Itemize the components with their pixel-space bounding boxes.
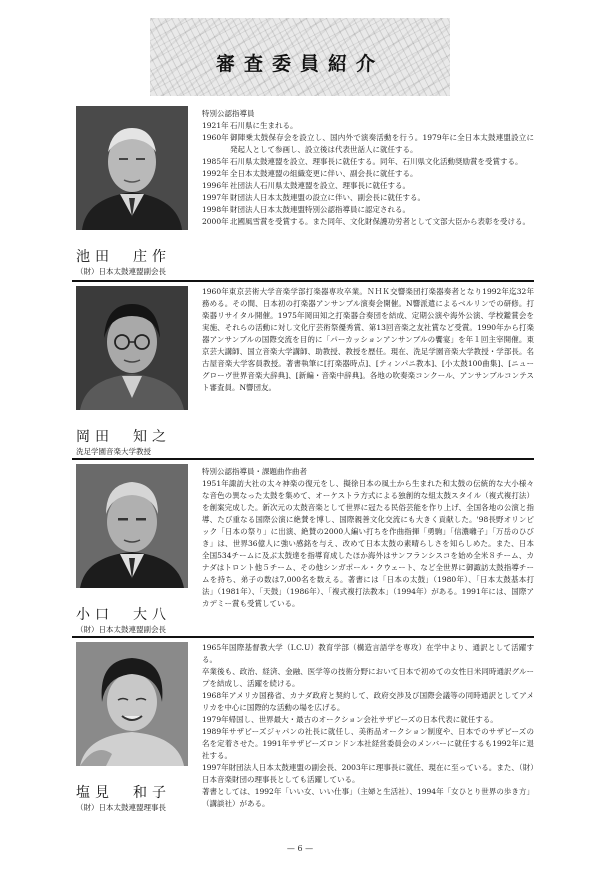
member-bio-paragraph: 卒業後も、政治、経済、金融、医学等の技術分野において日本で初めての女性日米同時通訳グループを結成し、活躍を続ける。	[202, 667, 534, 688]
portrait-photo	[76, 642, 188, 766]
member-profile-okada	[72, 286, 534, 458]
history-year: 1960年	[202, 133, 229, 142]
member-bio-paragraph: 1979年帰国し、世界最大・最古のオークション会社サザビーズの日本代表に就任する。	[202, 715, 498, 724]
member-bio-paragraph: 1968年アメリカ国務省、カナダ政府と契約して、政府交渉及び国際会議等の同時通訳としてアメリカを中心に国際的な活動の場を広げる。	[202, 691, 534, 712]
member-bio-paragraph: 1989年サザビーズジャパンの社長に就任し、美術品オークション制度や、日本でのサザビーズの名を定着させた。1991年サザビーズロンドン本社経営委員会のメンバーに就任するも1992年に退社する。	[202, 727, 534, 760]
history-row	[202, 132, 534, 156]
member-affiliation: （財）日本太鼓連盟副会長	[76, 625, 166, 634]
history-event: 御陣乗太鼓保存会を設立し、国内外で演奏活動を行う。1979年に全日本太鼓連盟設立に発起人として参画し、設立後は代表世話人に就任する。	[230, 133, 534, 154]
portrait-photo	[76, 464, 188, 588]
history-row	[202, 168, 534, 180]
section-divider	[72, 458, 534, 460]
history-event: 北國風雪賞を受賞する。また同年、文化財保護功労者として文部大臣から表彰を受ける。	[230, 217, 530, 226]
member-bio-paragraph: 著書としては、1992年「いい女、いい仕事」（主婦と生活社）、1994年「女ひとり世界の歩き方」（講談社）がある。	[202, 787, 534, 808]
history-event: 全日本太鼓連盟の組織変更に伴い、副会長に就任する。	[230, 169, 418, 178]
member-role: 特別公認指導員・課題曲作曲者	[202, 467, 307, 476]
history-year: 1998年	[202, 205, 229, 214]
member-bio	[202, 286, 534, 394]
history-year: 1997年	[202, 193, 229, 202]
history-year: 1985年	[202, 157, 229, 166]
member-bio	[202, 642, 534, 810]
member-affiliation: （財）日本太鼓連盟副会長	[76, 267, 166, 276]
history-year: 1921年	[202, 121, 229, 130]
history-event: 石川県太鼓連盟を設立、理事長に就任する。同年、石川県文化活動奨励賞を受賞する。	[230, 157, 523, 166]
history-row	[202, 204, 534, 216]
member-profile-ikeda	[72, 106, 534, 278]
page-title: 審査委員紹介	[215, 53, 384, 75]
history-year: 2000年	[202, 217, 229, 226]
history-year: 1992年	[202, 169, 229, 178]
member-name: 池田 庄作	[76, 249, 171, 265]
member-bio	[202, 466, 534, 610]
member-bio	[202, 108, 534, 228]
member-bio-text: 1960年東京芸術大学音楽学部打楽器専攻卒業。ＮＨＫ交響楽団打楽器奏者となり1992年迄32年務める。その間、日本初の打楽器アンサンブル演奏会開催。N響派遣によるベルリンでの研修。打楽器リサイタル開催。1975年岡田知之打楽器合奏団を結成、定期公演や海外公演、学校鑑賞会を実施、それらの活動に対し文化庁芸術祭優秀賞、第13回音楽之友社賞など受賞。1990年から打楽器アンサンブルの国際交流を目的に「パーカッションアンサンブルの饗宴」を年１回主宰開催。東京芸大講師、国立音楽大学講師、助教授、教授を歴任。現在、洗足学園音楽大学教授・学部長。名古屋音楽大学客員教授。著書執筆に[打楽器時点]、[ティンパニ教本]、[小太鼓100曲集]、[ニューグローヴ世界音楽大辞典]、[新編・音楽中辞典]。各地の吹奏楽コンクール、アンサンブルコンテスト審査員。N響団友。	[202, 287, 534, 392]
member-history	[202, 120, 534, 228]
member-affiliation: （財）日本太鼓連盟理事長	[76, 803, 166, 812]
member-name: 小口 大八	[76, 607, 171, 623]
member-bio-paragraph: 1965年国際基督教大学（I.C.U）教育学部（構造言語学を専攻）在学中より、通訳として活躍する。	[202, 643, 534, 664]
section-divider	[72, 280, 534, 282]
section-divider	[72, 636, 534, 638]
member-name: 岡田 知之	[76, 429, 171, 445]
history-event: 財団法人日本太鼓連盟の設立に伴い、副会長に就任する。	[230, 193, 425, 202]
portrait-photo	[76, 106, 188, 230]
history-row	[202, 192, 534, 204]
member-name: 塩見 和子	[76, 785, 171, 801]
member-bio-paragraph: 1997年財団法人日本太鼓連盟の副会長、2003年に理事長に就任、現在に至っている。また、（財）日本音楽財団の理事長としても活躍している。	[202, 763, 534, 784]
history-row	[202, 120, 534, 132]
member-role: 特別公認指導員	[202, 109, 255, 118]
page-number: — 6 —	[286, 844, 314, 853]
portrait-photo	[76, 286, 188, 410]
history-event: 石川県に生まれる。	[230, 121, 298, 130]
history-event: 社団法人石川県太鼓連盟を設立、理事長に就任する。	[230, 181, 410, 190]
member-bio-text: 1951年諏訪大社の太々神楽の復元をし、擬徐日本の風土から生まれた和太鼓の伝統的な大小様々な音色の異なった太鼓を集めて、オーケストラ方式による独創的な組太鼓スタイル（複式複打法）を創案完成した。新次元の太鼓音楽として世界に冠たる民俗芸能を作り上げ、全国各地の公演と指導、たび重なる国際公演に絶賛を博し、国際親善文化交流にも大きく貢献した。'98長野オリンピック「日本の祭り」に出演、絶賛の2000人編い打ちを作曲指揮「勇駒」「信濃囃子」「万岳のひびき」は、世界36億人に強い感銘を与え、改めて日本太鼓の素晴らしさを知らしめた。また、日本全国534チームに及ぶ太鼓達を指導育成したほか海外はサンフランシスコを始め全米８チーム、カナダはトロント他５チーム、その他シンガポール・クウェート、など全世界に御諏訪太鼓指導チームを持ち、弟子の数は7,000名を数える。著書には「日本の太鼓」（1980年）、「日本太鼓基本打法」（1981年）、「天鼓」（1986年）、「複式複打法教本」（1994年）がある。1991年には、国際アカデミー賞も受賞している。	[202, 479, 534, 608]
member-profile-oguchi	[72, 464, 534, 636]
history-year: 1996年	[202, 181, 229, 190]
member-profile-shiomi	[72, 642, 534, 822]
history-event: 財団法人日本太鼓連盟特別公認指導員に認定される。	[230, 205, 410, 214]
history-row	[202, 156, 534, 168]
history-row	[202, 216, 534, 228]
history-row	[202, 180, 534, 192]
member-affiliation: 洗足学園音楽大学教授	[76, 447, 151, 456]
